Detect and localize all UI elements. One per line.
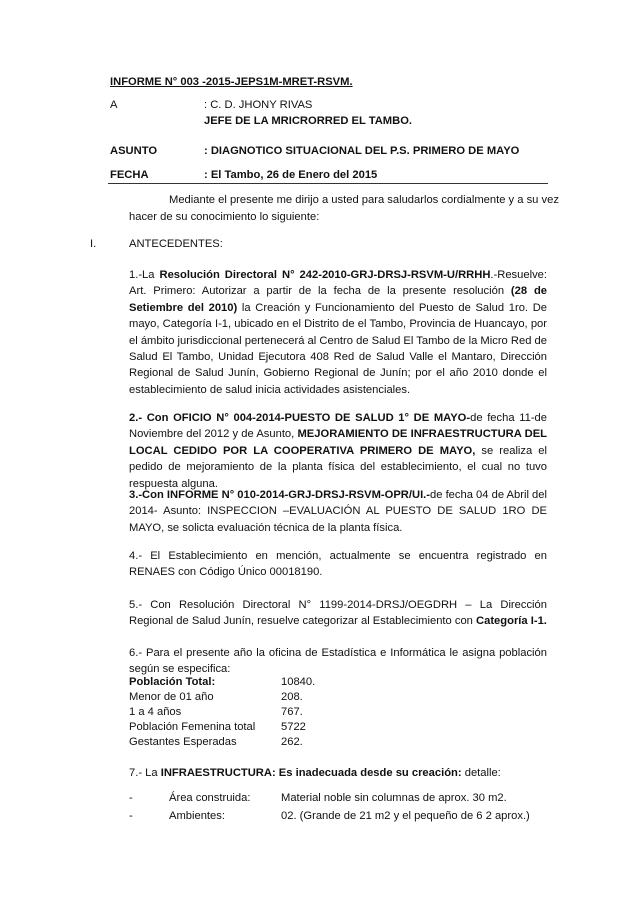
p1-date: (28 de Setiembre del 2010) [129, 285, 547, 314]
item-label: Área construida: [169, 792, 251, 804]
p1-text-2: la Creación y Funcionamiento del Puesto de Salud 1ro. De mayo, Categoría I-1, ubicado en el Distrito de el Tambo, Provincia de Huancayo, por el ámbito jurisdiccional pertenecerá al Centro de Salud El Tambo de la Micro Red de Salud El Tambo, Unidad Ejecutora 408 Red de Salud Valle el Mantaro, Dirección Regional de Salud Junín, Gobierno Regional de Junín; por el año 2010 donde el establecimiento de salud inicia actividades asistenciales. [129, 301, 547, 396]
p5-category: Categoría I-1. [476, 615, 547, 628]
p7-num: 7.- La [129, 767, 158, 779]
item-value: Material noble sin columnas de aprox. 30 m2. [281, 792, 507, 804]
to-name: : C. D. JHONY RIVAS [204, 99, 313, 111]
paragraph-2 [129, 410, 547, 492]
paragraph-4 [129, 548, 547, 581]
population-value: 5722 [281, 721, 306, 733]
infrastructure-item [129, 791, 507, 806]
p3-text-1: de fecha 04 de Abril del 2014- Asunto: INSPECCION –EVALUACIÓN AL PUESTO DE SALUD 1RO DE MAYO, se solicta evaluación técnica de la planta física. [129, 489, 547, 534]
paragraph-1 [129, 267, 547, 398]
p1-text-1: .-Resuelve: Art. Primero: Autorizar a partir de la fecha de la presente resolución [129, 269, 547, 298]
paragraph-5 [129, 597, 547, 630]
header-divider [108, 183, 548, 184]
population-label: Menor de 01 año [129, 691, 214, 703]
paragraph-3 [129, 487, 547, 536]
population-label: Gestantes Esperadas [129, 736, 237, 748]
item-bullet: - [129, 810, 133, 822]
population-row [129, 690, 303, 705]
intro-line-2: hacer de su conocimiento lo siguiente: [129, 211, 320, 223]
population-value: 767. [281, 706, 303, 718]
p6-text: 6.- Para el presente año la oficina de Estadística e Informática le asigna población según se especifica: [129, 647, 547, 676]
section-number: I. [90, 238, 97, 250]
population-row [129, 675, 315, 690]
report-title: INFORME N° 003 -2015-JEPS1M-MRET-RSVM. [110, 76, 353, 88]
p7-text-1: detalle: [464, 767, 501, 779]
p7-infrastructure: INFRAESTRUCTURA: Es inadecuada desde su creación: [160, 767, 462, 779]
intro-line-1: Mediante el presente me dirijo a usted para saludarlos cordialmente y a su vez [169, 194, 559, 206]
subject-label: ASUNTO [110, 145, 158, 157]
population-value: 208. [281, 691, 303, 703]
p5-text-1: 5.- Con Resolución Directoral N° 1199-2014-DRSJ/OEGDRH – La Dirección Regional de Salud Junín, resuelve categorizar al Establecimiento con [129, 599, 547, 628]
item-value: 02. (Grande de 21 m2 y el pequeño de 6 2 aprox.) [281, 810, 530, 822]
population-row [129, 705, 303, 720]
p1-num: 1.-La [129, 269, 155, 281]
to-role: JEFE DE LA MRICRORRED EL TAMBO. [204, 115, 413, 127]
population-label: 1 a 4 años [129, 706, 182, 718]
paragraph-6 [129, 645, 547, 678]
item-bullet: - [129, 792, 133, 804]
p2-text-1: de fecha 11-de Noviembre del 2012 y de Asunto, [129, 412, 547, 441]
infrastructure-item [129, 809, 530, 824]
section-title: ANTECEDENTES: [129, 238, 223, 250]
item-label: Ambientes: [169, 810, 225, 822]
to-label: A [110, 99, 118, 111]
date-label: FECHA [110, 169, 149, 181]
population-value: 262. [281, 736, 303, 748]
p4-text: 4.- El Establecimiento en mención, actualmente se encuentra registrado en RENAES con Código Único 00018190. [129, 550, 547, 579]
p1-resolution: Resolución Directoral N° 242-2010-GRJ-DRSJ-RSVM-U/RRHH [159, 269, 491, 281]
paragraph-7 [129, 765, 501, 781]
population-label: Población Femenina total [129, 721, 256, 733]
p2-subject: MEJORAMIENTO DE INFRAESTRUCTURA DEL LOCAL CEDIDO POR LA COOPERATIVA PRIMERO DE MAYO, [129, 428, 547, 457]
population-label: Población Total: [129, 676, 216, 688]
p2-text-2: se realiza el pedido de mejoramiento de la planta física del establecimiento, el cual no tuvo respuesta alguna. [129, 444, 547, 490]
population-row [129, 735, 303, 750]
subject-value: : DIAGNOTICO SITUACIONAL DEL P.S. PRIMERO DE MAYO [204, 145, 520, 157]
date-value: : El Tambo, 26 de Enero del 2015 [204, 169, 378, 181]
population-value: 10840. [281, 676, 316, 688]
p2-office: 2.- Con OFICIO N° 004-2014-PUESTO DE SALUD 1° DE MAYO- [129, 412, 471, 424]
p3-report: 3.-Con INFORME N° 010-2014-GRJ-DRSJ-RSVM-OPR/UI.- [129, 489, 431, 501]
population-row [129, 720, 306, 735]
